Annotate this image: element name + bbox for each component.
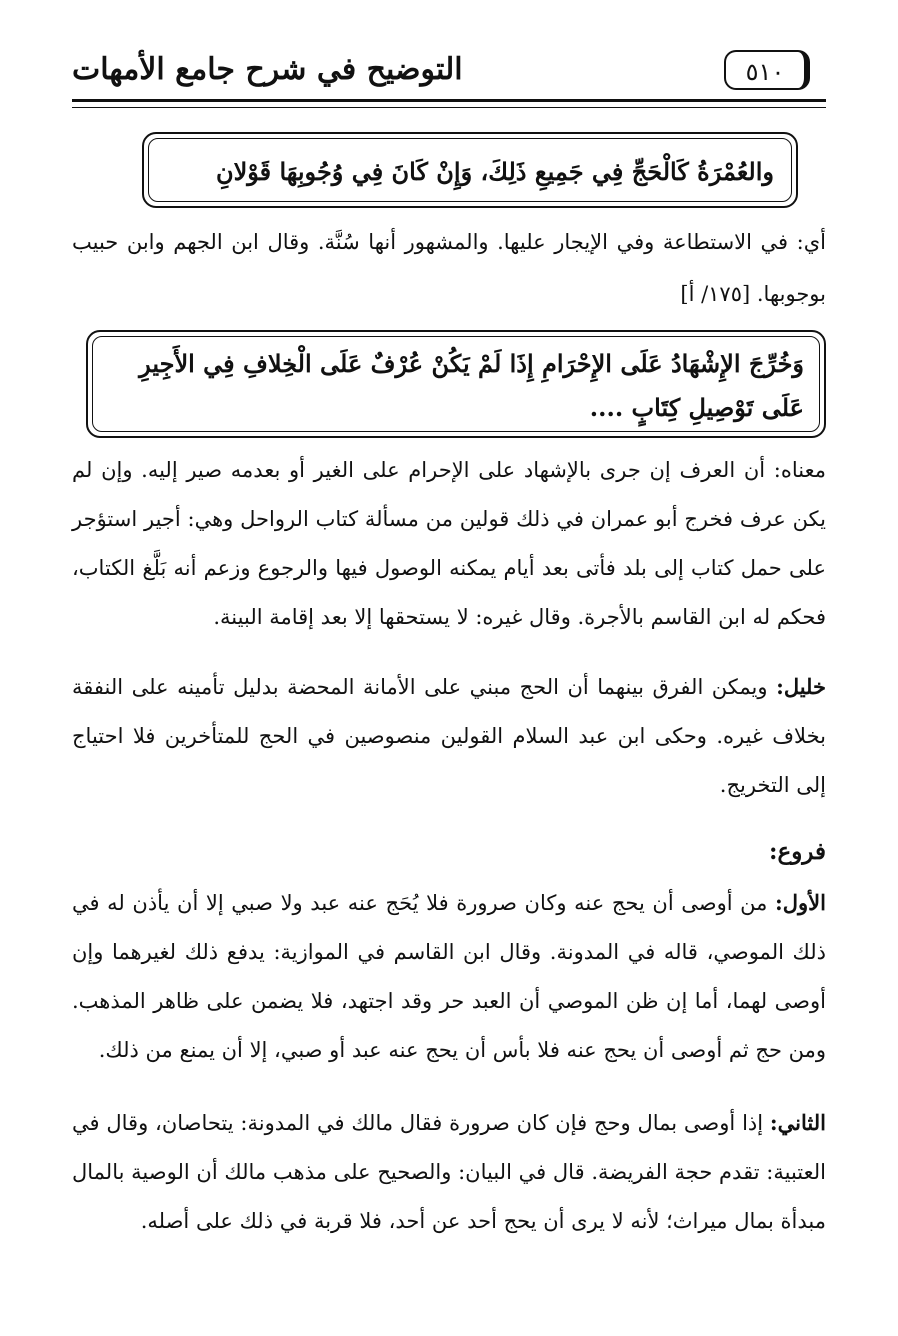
page-header xyxy=(72,40,826,102)
paragraph-2 xyxy=(72,446,826,642)
matn-text-1: والعُمْرَةُ كَالْحَجِّ فِي جَمِيعِ ذَلِكَ، وَإِنْ كَانَ فِي وُجُوبِهَا قَوْلانِ xyxy=(215,157,774,186)
paragraph-5-lead: الثاني: xyxy=(769,1110,826,1135)
paragraph-5 xyxy=(72,1098,826,1246)
paragraph-2-text: معناه: أن العرف إن جرى بالإشهاد على الإحرام على الغير أو بعدمه صير إليه. وإن لم يكن عرف فخرج أبو عمران في ذلك قولين من مسألة كتاب الرواحل وهي: أجير استؤجر على حمل كتاب إلى بلد فأتى بعد أيام يمكنه الوصول فيها والرجوع وزعم أنه بَلَّغ الكتاب، فحكم له ابن القاسم بالأجرة. وقال غيره: لا يستحقها إلا بعد إقامة البينة. xyxy=(72,458,826,629)
header-rule xyxy=(72,99,826,102)
paragraph-3 xyxy=(72,662,826,810)
paragraph-3-text: ويمكن الفرق بينهما أن الحج مبني على الأمانة المحضة بدليل تأمينه على النفقة بخلاف غيره. وحكى ابن عبد السلام القولين منصوصين في الحج للمتأخرين فلا احتياج إلى التخريج. xyxy=(72,675,826,797)
matn-box-2 xyxy=(86,330,826,438)
paragraph-4 xyxy=(72,878,826,1075)
paragraph-3-lead: خليل: xyxy=(776,674,826,699)
matn-box-1 xyxy=(142,132,798,208)
paragraph-1-text: أي: في الاستطاعة وفي الإيجار عليها. والمشهور أنها سُنَّة. وقال ابن الجهم وابن حبيب بوجوبها. [١٧٥/ أ] xyxy=(72,230,826,306)
running-title: التوضيح في شرح جامع الأمهات xyxy=(72,52,463,87)
page-number: ٥١٠ xyxy=(724,50,810,90)
paragraph-4-lead: الأول: xyxy=(775,890,826,915)
paragraph-4-text: من أوصى أن يحج عنه وكان صرورة فلا يُحَج عنه عبد ولا صبي إلا أن يأذن له في ذلك الموصي، قاله في المدونة. وقال ابن القاسم في الموازية: يدفع ذلك لغيرهما وإن أوصى لهما، أما إن ظن الموصي أن العبد حر وقد اجتهد، فلا يضمن على ظاهر المذهب. ومن حج ثم أوصى أن يحج عنه فلا بأس أن يحج عنه عبد أو صبي، إلا أن يمنع من ذلك. xyxy=(72,891,826,1062)
section-heading: فروع: xyxy=(768,838,826,865)
paragraph-1 xyxy=(72,216,826,320)
matn-text-2: وَخُرِّجَ الإِشْهَادُ عَلَى الإِحْرَامِ إِذَا لَمْ يَكُنْ عُرْفٌ عَلَى الْخِلافِ فِي الأَجِيرِ عَلَى تَوْصِيلِ كِتَابٍ .... xyxy=(139,349,804,422)
paragraph-5-text: إذا أوصى بمال وحج فإن كان صرورة فقال مالك في المدونة: يتحاصان، وقال في العتبية: تقدم حجة الفريضة. قال في البيان: والصحيح على مذهب مالك أن الوصية بالمال مبدأة بمال ميراث؛ لأنه لا يرى أن يحج أحد عن أحد، فلا قربة في ذلك على أصله. xyxy=(72,1111,826,1233)
header-rule-thin xyxy=(72,107,826,108)
